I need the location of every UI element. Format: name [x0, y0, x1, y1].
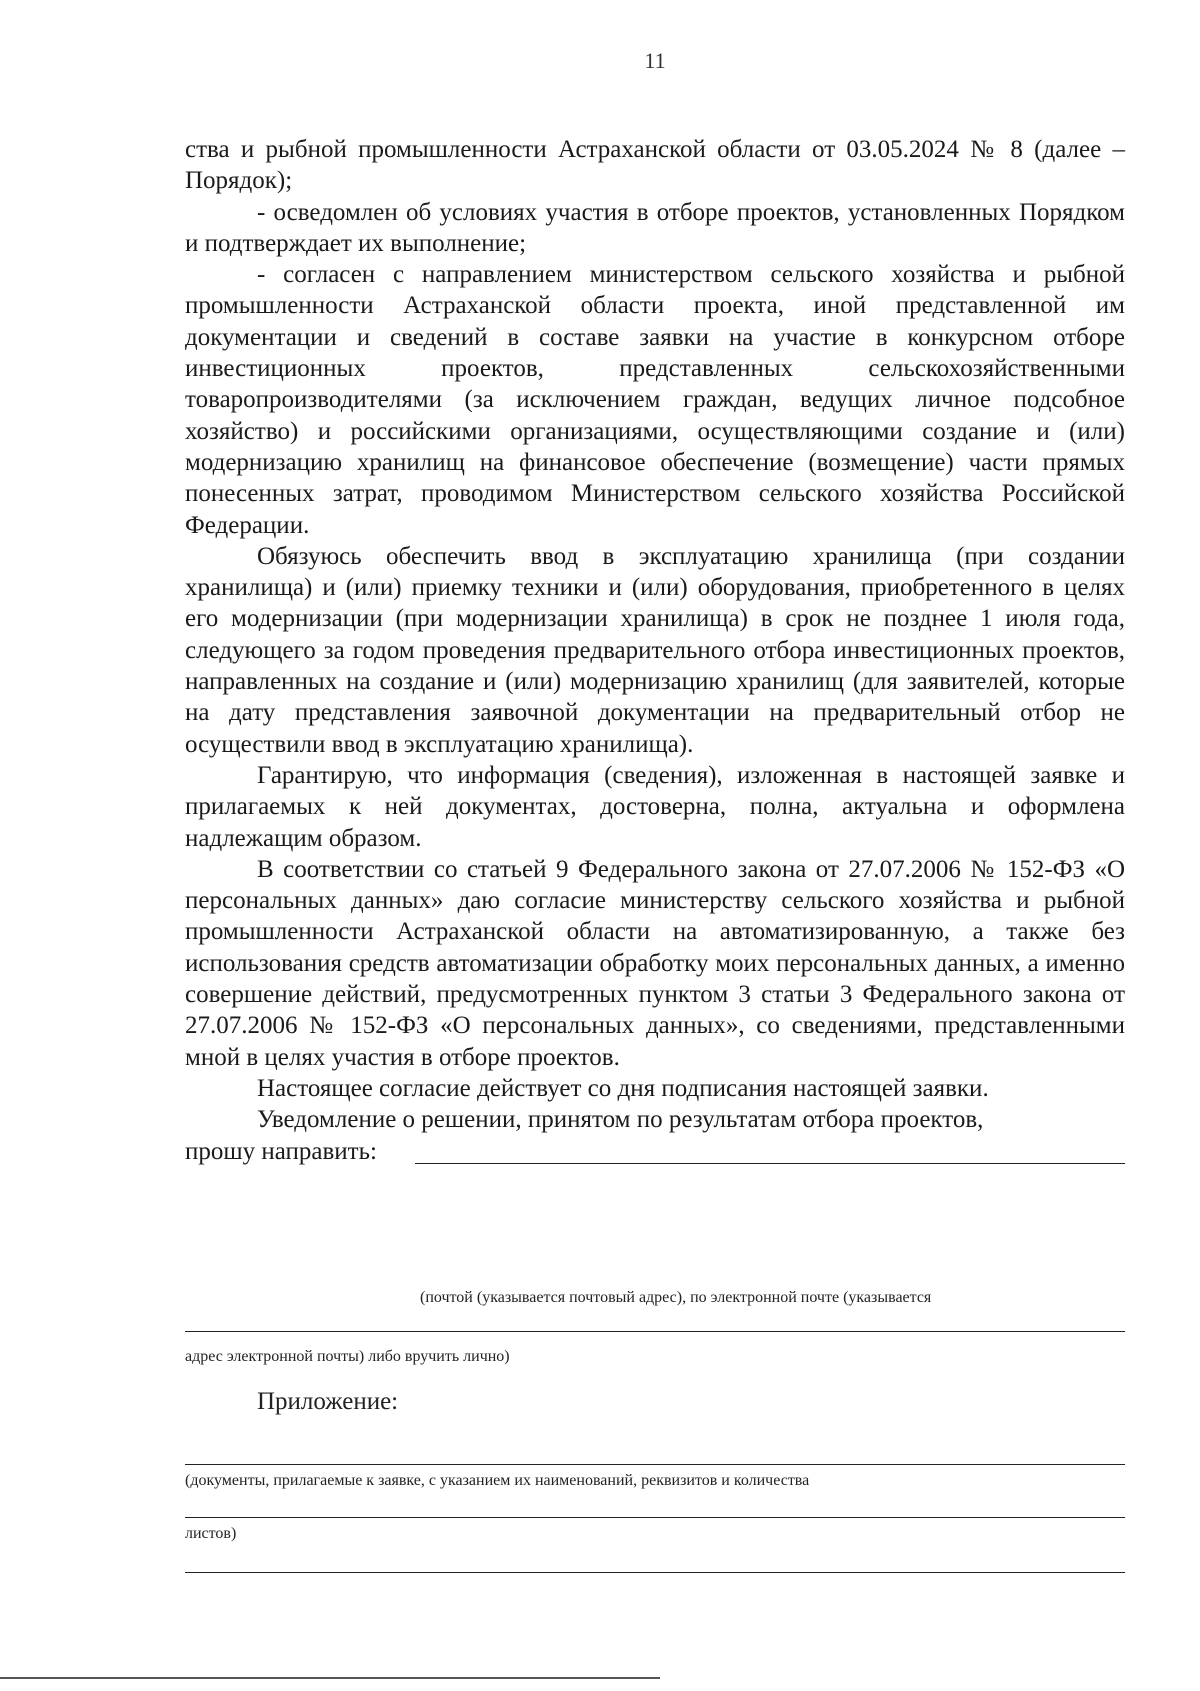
paragraph-consent-transfer: - согласен с направлением министерством сельского хозяйства и рыбной промышленности Астраханской области проекта, иной представленной им документации и сведений в составе заявки на участие в конкурсном отборе инвестиционных проектов, представленных сельскохозяйственными товаропроизводителями (за исключением граждан, ведущих личное подсобное хозяйство) и российскими организациями, осуществляющими создание и (или) модернизацию хранилищ на финансовое обеспечение (возмещение) части прямых понесенных затрат, проводимом Министерством сельского хозяйства Российской Федерации.	[185, 261, 1125, 539]
notification-label: прошу направить:	[185, 1137, 377, 1165]
appendix-title: Приложение:	[257, 1388, 399, 1415]
notification-caption-line2: адрес электронной почты) либо вручить лично)	[185, 1348, 510, 1365]
page-number: 11	[644, 48, 666, 73]
paragraph-personal-data-consent: В соответствии со статьей 9 Федерального закона от 27.07.2006 № 152-ФЗ «О персональных данных» даю согласие министерству сельского хозяйства и рыбной промышленности Астраханской области на автоматизированную, а также без использования средств автоматизации обработку моих персональных данных, а именно совершение действий, предусмотренных пунктом 3 статьи 3 Федерального закона от 27.07.2006 № 152-ФЗ «О персональных данных», со сведениями, представленными мной в целях участия в отборе проектов.	[185, 855, 1125, 1071]
appendix-caption-line1: (документы, прилагаемые к заявке, с указанием их наименований, реквизитов и количества	[185, 1472, 810, 1489]
scan-edge-line	[0, 1677, 660, 1679]
paragraph-order-reference: ства и рыбной промышленности Астраханской области от 03.05.2024 № 8 (далее – Порядок);	[185, 136, 1125, 195]
paragraph-notification-request: Уведомление о решении, принятом по результатам отбора проектов,	[257, 1106, 984, 1134]
notification-caption-line1: (почтой (указывается почтовый адрес), по электронной почте (указывается	[420, 1289, 932, 1306]
document-body	[185, 134, 1125, 1167]
notification-fill-line-2[interactable]	[185, 1331, 1125, 1332]
notification-fill-line[interactable]	[415, 1163, 1125, 1164]
appendix-fill-line-2[interactable]	[185, 1517, 1125, 1518]
appendix-caption-line2: листов)	[185, 1525, 237, 1542]
paragraph-consent-validity: Настоящее согласие действует со дня подписания настоящей заявки.	[257, 1074, 989, 1102]
paragraph-accuracy-guarantee: Гарантирую, что информация (сведения), изложенная в настоящей заявке и прилагаемых к ней документах, достоверна, полна, актуальна и оформлена надлежащим образом.	[185, 761, 1125, 852]
paragraph-commissioning-obligation: Обязуюсь обеспечить ввод в эксплуатацию хранилища (при создании хранилища) и (или) приемку техники и (или) оборудования, приобретенного в целях его модернизации (при модернизации хранилища) в срок не позднее 1 июля года, следующего за годом проведения предварительного отбора инвестиционных проектов, направленных на создание и (или) модернизацию хранилищ (для заявителей, которые на дату представления заявочной документации на предварительный отбор не осуществили ввод в эксплуатацию хранилища).	[185, 542, 1125, 758]
appendix-fill-line-1[interactable]	[185, 1464, 1125, 1465]
notification-fill-row	[185, 1136, 1125, 1167]
paragraph-informed-conditions: - осведомлен об условиях участия в отборе проектов, установленных Порядком и подтверждает их выполнение;	[185, 198, 1125, 257]
appendix-fill-line-3[interactable]	[185, 1572, 1125, 1573]
